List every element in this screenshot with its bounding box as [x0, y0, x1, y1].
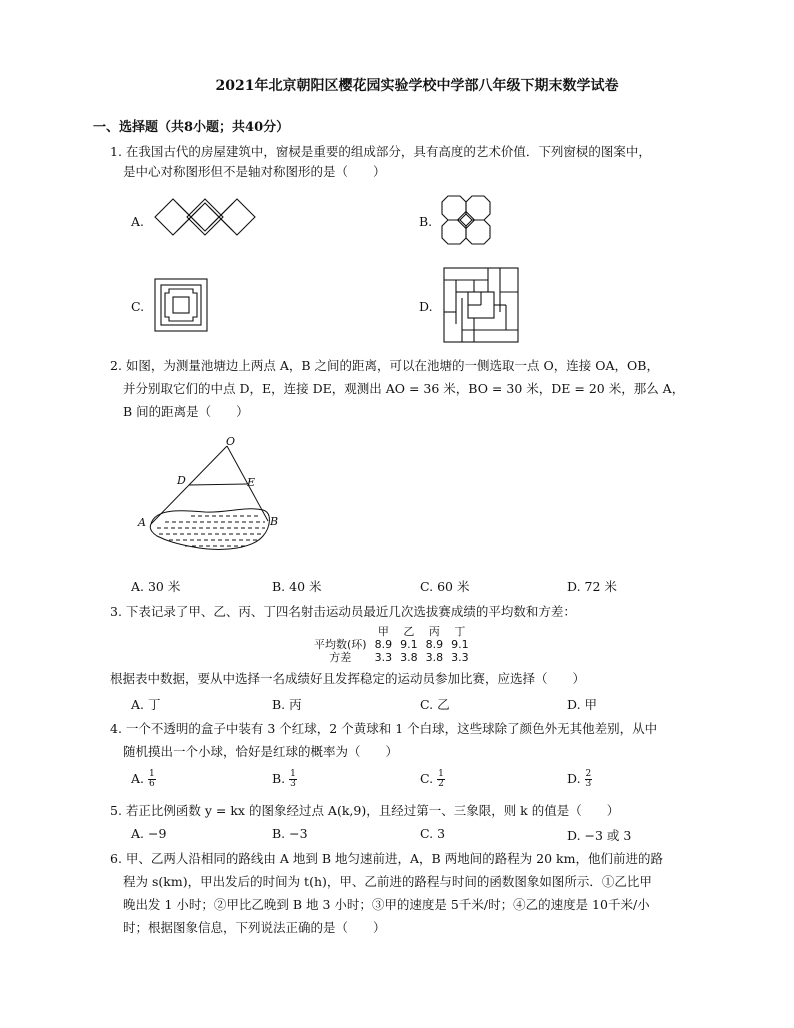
q4-option-d [567, 770, 592, 789]
q4-line-2: 随机摸出一个小球，恰好是红球的概率为（ ） [123, 744, 399, 759]
option-label: A. [131, 771, 145, 786]
q5-line-1: 5. 若正比例函数 y = kx 的图象经过点 A(k,9)，且经过第一、三象限，则 k 的值是（ ） [110, 803, 620, 818]
table-cell: 8.9 [425, 638, 444, 651]
q1-line-2: 是中心对称图形但不是轴对称图形的是（ ） [123, 164, 386, 179]
table-cell: 方差 [329, 651, 352, 664]
table-header-cell: 丙 [428, 625, 440, 638]
point-label-a: A [138, 516, 146, 529]
table-header-cell: 甲 [377, 625, 389, 638]
fraction-denominator: 3 [290, 779, 296, 789]
q1-figure-c-square-frame [155, 279, 207, 331]
q2-option-a: A. 30 米 [131, 579, 181, 594]
point-label-d: D [177, 474, 186, 487]
q4-line-1: 4. 一个不透明的盒子中装有 3 个红球，2 个黄球和 1 个白球，这些球除了颜色外无其他差别，从中 [110, 721, 658, 736]
q6-line-1: 6. 甲、乙两人沿相同的路线由 A 地到 B 地匀速前进，A，B 两地间的路程为 20 km，他们前进的路 [110, 851, 663, 866]
q5-option-a: A. −9 [131, 826, 167, 841]
fraction [585, 770, 593, 789]
q3-option-b: B. 丙 [272, 697, 302, 712]
q1-figure-a-lattice [155, 199, 255, 235]
q1-option-a-label: A. [131, 214, 145, 229]
table-cell: 3.8 [425, 651, 444, 664]
table-header-cell [310, 625, 371, 638]
table-cell: 3.3 [374, 651, 393, 664]
table-cell: 平均数(环) [314, 638, 367, 651]
q6-line-4: 时；根据图象信息，下列说法正确的是（ ） [123, 920, 386, 935]
table-cell: 9.1 [400, 638, 418, 651]
q1-option-d-label: D. [419, 299, 433, 314]
table-row [310, 638, 473, 651]
q2-line-3: B 间的距离是（ ） [123, 404, 249, 419]
point-label-o: O [226, 435, 236, 448]
option-label: B. [272, 771, 286, 786]
point-label-b: B [270, 515, 279, 528]
fraction [289, 770, 297, 789]
fraction-denominator: 2 [438, 779, 444, 789]
pond-outline [150, 509, 269, 550]
q1-figure-d-pinwheel [444, 268, 518, 342]
table-cell: 8.9 [374, 638, 393, 651]
q2-pond-figure [135, 436, 285, 556]
q4-option-a [131, 770, 156, 789]
pond-water-hatching [157, 516, 265, 546]
fraction-numerator: 1 [290, 769, 296, 779]
q5-option-b: B. −3 [272, 826, 308, 841]
q3-line-1: 3. 下表记录了甲、乙、丙、丁四名射击运动员最近几次选拔赛成绩的平均数和方差： [110, 604, 576, 619]
q3-option-a: A. 丁 [131, 697, 161, 712]
fraction-numerator: 1 [438, 769, 444, 779]
fraction [437, 770, 445, 789]
q3-stats-table [310, 625, 473, 664]
q1-option-c-label: C. [131, 299, 145, 314]
q2-line-2: 并分别取它们的中点 D，E，连接 DE，观测出 AO = 36 米，BO = 30 米，DE = 20 米，那么 A， [123, 381, 685, 396]
q2-option-b: B. 40 米 [272, 579, 322, 594]
table-header-row [310, 625, 473, 638]
q1-option-b-label: B. [419, 214, 433, 229]
q5-option-d: D. −3 或 3 [567, 828, 632, 843]
q2-option-d: D. 72 米 [567, 579, 617, 594]
option-label: C. [420, 771, 434, 786]
table-cell: 3.3 [451, 651, 469, 664]
q2-option-c: C. 60 米 [420, 579, 470, 594]
q3-option-d: D. 甲 [567, 697, 598, 712]
q1-line-1: 1. 在我国古代的房屋建筑中，窗棂是重要的组成部分，具有高度的艺术价值．下列窗棂的图案中， [110, 144, 651, 159]
table-header-cell: 乙 [403, 625, 415, 638]
table-cell: 3.8 [400, 651, 418, 664]
fraction-numerator: 2 [585, 769, 592, 779]
segment-de [189, 484, 247, 485]
option-label: D. [567, 771, 581, 786]
q2-line-1: 2. 如图，为测量池塘边上两点 A，B 之间的距离，可以在池塘的一侧选取一点 O，连接 OA，OB， [110, 358, 659, 373]
fraction-numerator: 1 [149, 769, 155, 779]
page-title: 2021年北京朝阳区樱花园实验学校中学部八年级下期末数学试卷 [215, 78, 619, 94]
table-row [310, 651, 473, 664]
q6-line-2: 程为 s(km)，甲出发后的时间为 t(h)，甲、乙前进的路程与时间的函数图象如图所示．①乙比甲 [123, 874, 652, 889]
q4-option-b [272, 770, 297, 789]
q6-line-3: 晚出发 1 小时；②甲比乙晚到 B 地 3 小时；③甲的速度是 5千米/时；④乙的速度是 10千米/小 [123, 897, 650, 912]
q1-figure-b-octagons [442, 196, 490, 244]
q4-option-c [420, 770, 445, 789]
q3-option-c: C. 乙 [420, 697, 450, 712]
point-label-e: E [247, 476, 256, 489]
fraction-denominator: 3 [585, 779, 592, 789]
section-heading: 一、选择题（共8小题；共40分） [93, 120, 290, 135]
q3-line-2: 根据表中数据，要从中选择一名成绩好且发挥稳定的运动员参加比赛，应选择（ ） [110, 671, 586, 686]
table-header-cell: 丁 [454, 625, 466, 638]
q5-option-c: C. 3 [420, 826, 446, 841]
table-cell: 9.1 [451, 638, 469, 651]
fraction-denominator: 6 [149, 779, 155, 789]
fraction [148, 770, 156, 789]
